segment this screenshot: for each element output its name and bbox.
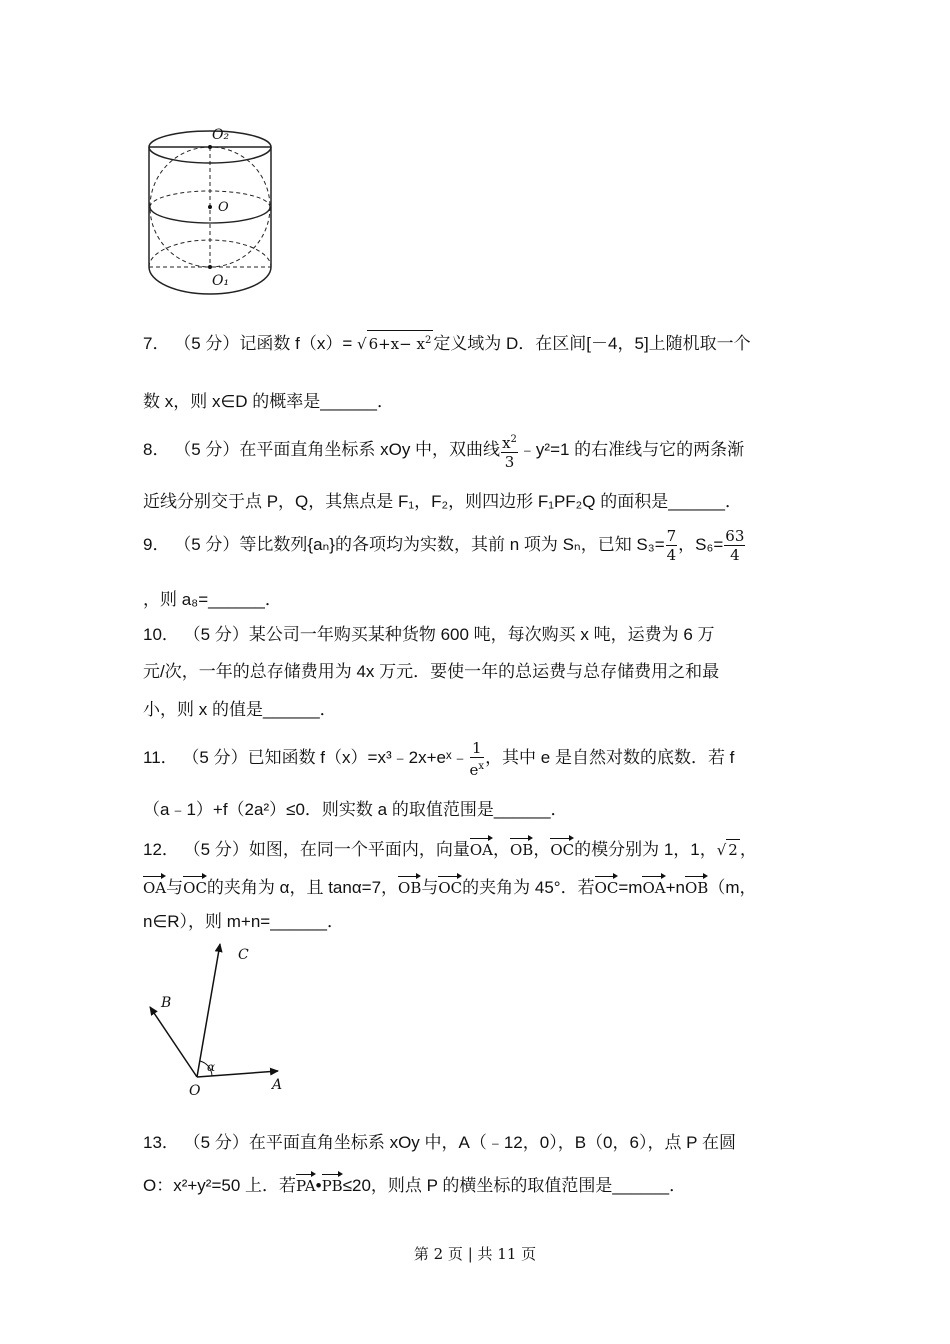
q8-rest: ﹣y²=1 的右准线与它的两条渐 xyxy=(518,440,745,459)
q9-f1-num: 7 xyxy=(666,527,677,546)
q9-line1 xyxy=(143,523,746,567)
q12-vec-OC: OC xyxy=(550,834,574,860)
q9-fraction-1 xyxy=(666,527,678,564)
q9-f2-num: 63 xyxy=(725,527,745,546)
cylinder-sphere-figure xyxy=(140,115,290,300)
q12-text3: n∈R），则 m+n=______． xyxy=(143,912,344,931)
point-O xyxy=(208,205,212,209)
q12-line1 xyxy=(143,834,757,860)
q11-text2: （a﹣1）+f（2a²）≤0．则实数 a 的取值范围是______． xyxy=(143,800,568,819)
label-O: O xyxy=(189,1083,201,1099)
q13-line2 xyxy=(143,1170,686,1196)
q9-line2 xyxy=(143,590,282,610)
q12-l2-angle2: 的夹角为 45°．若 xyxy=(462,878,595,897)
label-A: A xyxy=(272,1077,283,1093)
vector-OB xyxy=(150,1007,197,1077)
q7-line1 xyxy=(143,330,751,354)
q13-vec-PB: PB xyxy=(322,1170,343,1196)
q12-comma2: ， xyxy=(533,840,551,859)
q7-sqrt: √ $6+x- x^2$ xyxy=(357,330,433,354)
cylinder-bottom-front xyxy=(149,267,271,294)
q12-l2-plus: +n xyxy=(665,878,685,897)
label-B: B xyxy=(161,995,172,1011)
q12-line2 xyxy=(143,872,757,898)
q7-radicand: 6+x− x xyxy=(368,335,425,353)
q9-mid: ，S₆= xyxy=(678,535,724,554)
q8-line1 xyxy=(143,427,744,473)
q9-f1-den: 4 xyxy=(666,546,677,565)
q12-score: （5 分） xyxy=(183,840,249,859)
q12-l2-and2: 与 xyxy=(421,878,439,897)
q13-l2-rest: ≤20，则点 P 的横坐标的取值范围是______． xyxy=(342,1176,687,1195)
q11-number: 11． xyxy=(143,748,178,767)
q12-number: 12． xyxy=(143,840,179,859)
q12-l2-vec-OC: OC xyxy=(183,872,207,898)
q10-score: （5 分） xyxy=(183,625,249,644)
q13-text1: 在平面直角坐标系 xOy 中，A（﹣12，0），B（0，6），点 P 在圆 xyxy=(248,1133,736,1152)
q12-sqrt-val: 2 xyxy=(728,841,738,859)
q8-lead: 在平面直角坐标系 xOy 中，双曲线 xyxy=(239,440,501,459)
q7-rest: 定义域为 D．在区间[－4，5]上随机取一个 xyxy=(433,334,751,353)
q10-text3: 小，则 x 的值是______． xyxy=(143,700,337,719)
point-O1 xyxy=(208,265,212,269)
label-C: C xyxy=(238,947,249,963)
q9-text2: ，则 a₈=______． xyxy=(143,590,282,609)
q13-l2-lead: O：x²+y²=50 上．若 xyxy=(143,1176,297,1195)
q12-vec-OA: OA xyxy=(470,834,493,860)
q12-l2-end: （m， xyxy=(708,878,757,897)
q11-fraction xyxy=(470,739,485,779)
q10-text2: 元/次，一年的总存储费用为 4x 万元．要使一年的总运费与总存储费用之和最 xyxy=(143,662,720,681)
q13-score: （5 分） xyxy=(183,1133,249,1152)
page-footer: 第 2 页 | 共 11 页 xyxy=(413,1245,537,1263)
q12-mod-text: 的模分别为 1，1， xyxy=(574,840,717,859)
q11-frac-den-exp: x xyxy=(478,760,485,772)
q9-f2-den: 4 xyxy=(730,546,740,565)
q12-l2-vec-OB: OB xyxy=(398,872,421,898)
q12-l2-eq: =m xyxy=(618,878,643,897)
q8-frac-num-exp: 2 xyxy=(510,433,517,445)
q12-l2-angle: 的夹角为 α，且 tanα=7， xyxy=(206,878,399,897)
q7-lead: 记函数 f（x）= xyxy=(239,334,353,353)
q8-score: （5 分） xyxy=(174,440,240,459)
q13-dot: • xyxy=(315,1176,322,1195)
q8-frac-num: x xyxy=(502,433,511,452)
q12-l2-vec-OC2: OC xyxy=(438,872,462,898)
q12-lead: 如图，在同一个平面内，向量 xyxy=(248,840,470,859)
q12-l2-vec-OA2: OA xyxy=(642,872,665,898)
q12-sqrt: √ 2 xyxy=(716,841,738,859)
q12-l2-vec-OA: OA xyxy=(143,872,166,898)
q9-lead: 等比数列{aₙ}的各项均为实数，其前 n 项为 Sₙ，已知 S₃= xyxy=(239,535,665,554)
q7-number: 7． xyxy=(143,334,170,353)
point-O2 xyxy=(208,145,212,149)
q8-text2: 近线分别交于点 P，Q，其焦点是 F₁，F₂，则四边形 F₁PF₂Q 的面积是______． xyxy=(143,492,742,511)
q11-line2 xyxy=(143,800,568,820)
q11-line1 xyxy=(143,736,734,780)
q7-score: （5 分） xyxy=(174,334,240,353)
q12-line3 xyxy=(143,912,344,932)
q11-frac-den: e xyxy=(469,760,479,779)
q12-l2-and: 与 xyxy=(166,878,184,897)
q7-radicand-exp: 2 xyxy=(424,335,432,346)
label-O2: O₂ xyxy=(212,127,230,143)
q12-l2-vec-OC3: OC xyxy=(595,872,619,898)
q10-line3 xyxy=(143,700,337,720)
vector-figure xyxy=(140,940,300,1100)
q8-line2 xyxy=(143,492,742,512)
q8-fraction xyxy=(501,431,518,471)
q9-score: （5 分） xyxy=(174,535,240,554)
q12-l2-vec-OB2: OB xyxy=(685,872,708,898)
label-O: O xyxy=(218,200,229,215)
q12-l1-end: ， xyxy=(739,840,757,859)
q11-score: （5 分） xyxy=(182,748,248,767)
q8-number: 8． xyxy=(143,440,170,459)
q9-fraction-2 xyxy=(724,527,745,564)
q10-number: 10． xyxy=(143,625,179,644)
q13-vec-PA: PA xyxy=(296,1170,316,1196)
label-alpha: α xyxy=(207,1060,216,1074)
q13-line1 xyxy=(143,1133,736,1153)
q12-comma1: ， xyxy=(492,840,510,859)
q10-line2 xyxy=(143,662,719,682)
q7-text2: 数 x，则 x∈D 的概率是______． xyxy=(143,392,394,411)
q9-number: 9． xyxy=(143,535,170,554)
q8-frac-den: 3 xyxy=(504,452,515,471)
q7-line2 xyxy=(143,392,394,412)
q11-frac-num: 1 xyxy=(470,739,485,758)
q10-text1: 某公司一年购买某种货物 600 吨，每次购买 x 吨，运费为 6 万 xyxy=(248,625,715,644)
q12-vec-OB: OB xyxy=(510,834,533,860)
q10-line1 xyxy=(143,625,715,645)
q11-lead: 已知函数 f（x）=x³﹣2x+eˣ﹣ xyxy=(247,748,469,767)
label-O1: O₁ xyxy=(212,273,230,289)
vector-OC xyxy=(197,944,220,1077)
q11-rest: ，其中 e 是自然对数的底数．若 f xyxy=(485,748,735,767)
q13-number: 13． xyxy=(143,1133,179,1152)
